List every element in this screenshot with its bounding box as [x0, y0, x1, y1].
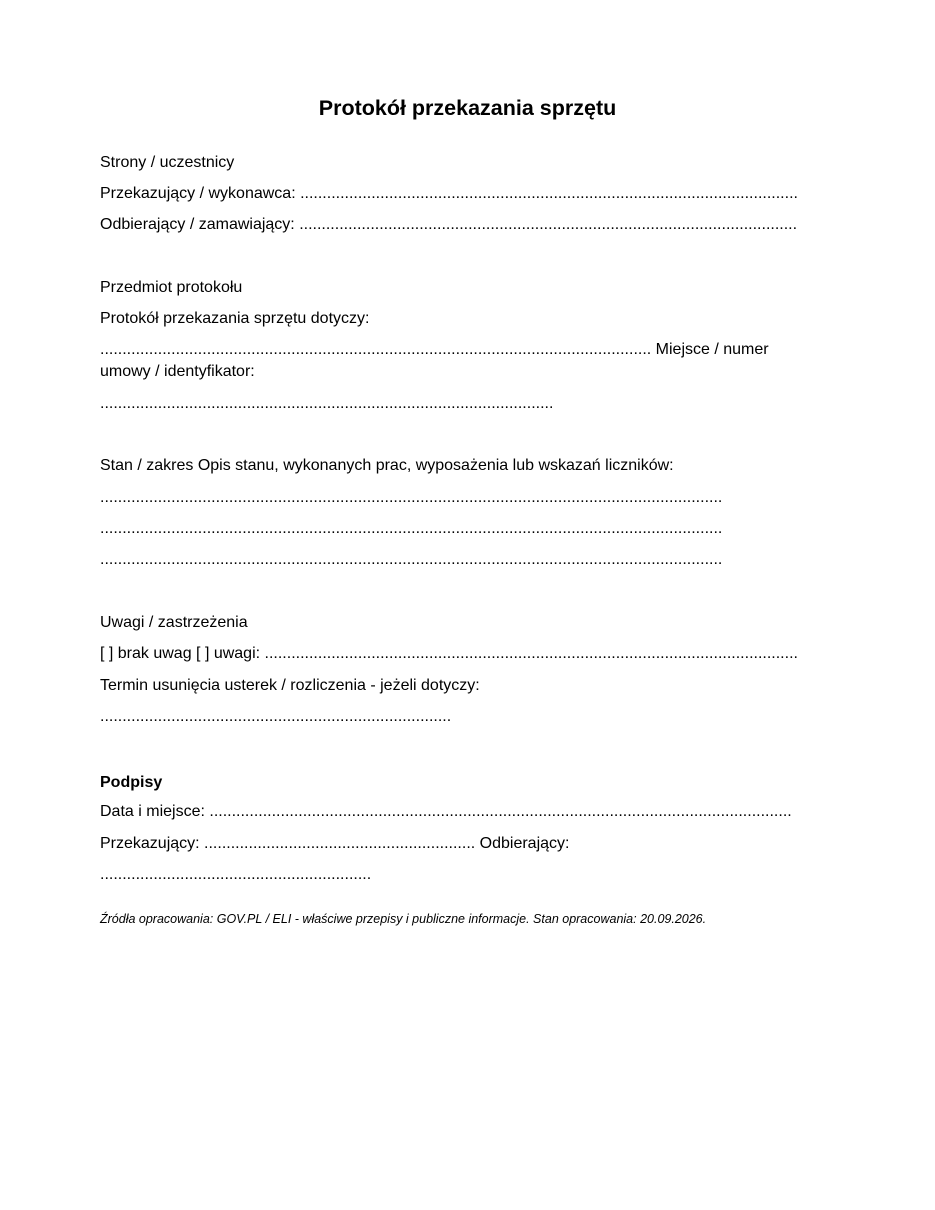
condition-heading: Stan / zakres Opis stanu, wykonanych prac, wyposażenia lub wskazań liczników:	[100, 457, 674, 474]
signatures-heading: Podpisy	[100, 774, 163, 791]
deadline-label: Termin usunięcia usterek / rozliczenia - jeżeli dotyczy:	[100, 677, 480, 694]
remarks-options-field: [ ] brak uwag [ ] uwagi: ........................................................................................................................	[100, 645, 798, 662]
condition-line: ............................................................................................................................................	[100, 520, 723, 537]
transferor-field: Przekazujący / wykonawca: ................................................................................................................	[100, 185, 798, 202]
subject-concerns-field: ............................................................................................................................ Miejsce / numer umowy / identyfikator:	[100, 341, 769, 380]
subject-heading: Przedmiot protokołu	[100, 279, 243, 296]
parties-heading: Strony / uczestnicy	[100, 154, 235, 171]
subject-concerns-label: Protokół przekazania sprzętu dotyczy:	[100, 310, 370, 327]
identifier-field: ......................................................................................................	[100, 395, 554, 412]
condition-line: ............................................................................................................................................	[100, 489, 723, 506]
signature-parties-field: Przekazujący: ............................................................. Odbierający:	[100, 835, 570, 852]
recipient-field: Odbierający / zamawiający: ................................................................................................................	[100, 216, 798, 233]
condition-line: ............................................................................................................................................	[100, 551, 723, 568]
deadline-field: ...............................................................................	[100, 708, 452, 725]
recipient-signature-field: .............................................................	[100, 866, 372, 883]
sources-note: Źródła opracowania: GOV.PL / ELI - właściwe przepisy i publiczne informacje. Stan opracowania: 20.09.2026.	[100, 912, 707, 926]
date-place-field: Data i miejsce: ...................................................................................................................................	[100, 803, 792, 820]
document-title: Protokół przekazania sprzętu	[318, 96, 617, 120]
remarks-heading: Uwagi / zastrzeżenia	[100, 614, 248, 631]
